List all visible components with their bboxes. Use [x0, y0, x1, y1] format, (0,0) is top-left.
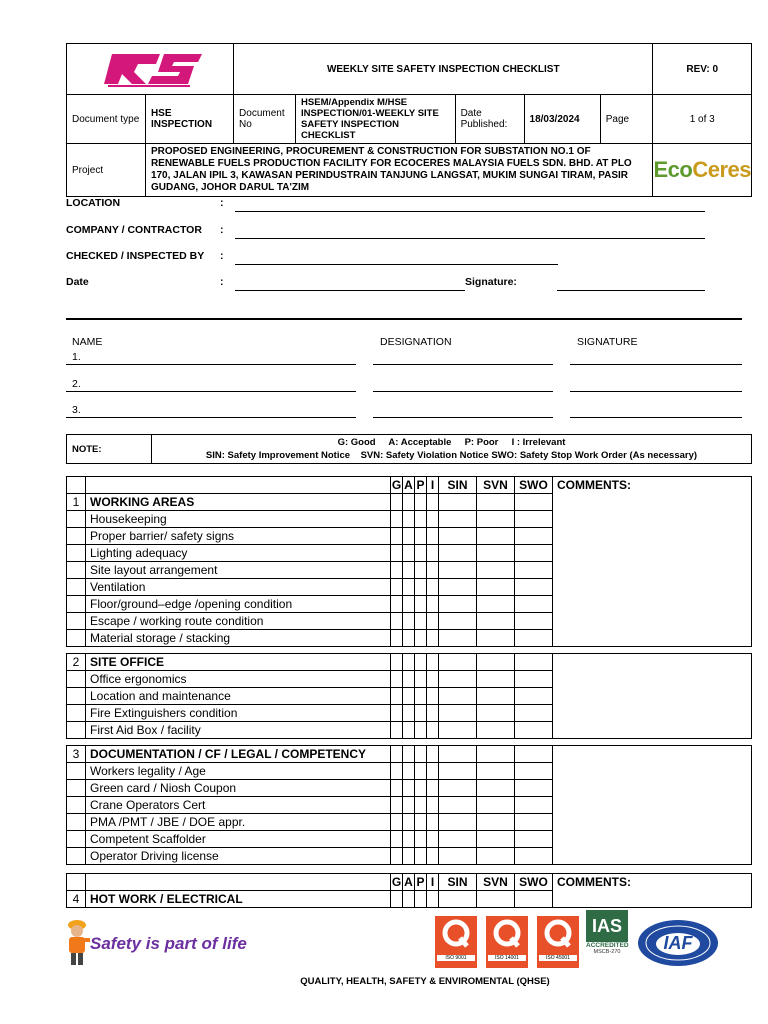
- rating-checkbox[interactable]: [391, 797, 403, 814]
- rating-checkbox[interactable]: [477, 705, 515, 722]
- column-header-row: [67, 477, 752, 494]
- section-number: 3: [67, 746, 86, 763]
- rating-checkbox[interactable]: [477, 596, 515, 613]
- rating-checkbox[interactable]: [391, 630, 403, 647]
- rating-checkbox[interactable]: [415, 705, 427, 722]
- rating-checkbox[interactable]: [477, 746, 515, 763]
- rating-checkbox[interactable]: [427, 596, 439, 613]
- rating-checkbox[interactable]: [477, 511, 515, 528]
- document-title: WEEKLY SITE SAFETY INSPECTION CHECKLIST: [234, 44, 653, 95]
- iaf-logo: IAF: [636, 918, 720, 973]
- checklist-section-2: [66, 653, 752, 739]
- section-title-row: [67, 654, 752, 671]
- rs-logo: [90, 48, 210, 88]
- certification-q-icon: [435, 916, 477, 950]
- rating-checkbox[interactable]: [427, 797, 439, 814]
- signer-name-header: NAME: [72, 336, 103, 348]
- rating-checkbox[interactable]: [515, 814, 553, 831]
- signature-label: Signature:: [465, 276, 517, 288]
- column-swo: SWO: [515, 874, 553, 891]
- location-field[interactable]: [235, 211, 705, 212]
- rating-checkbox[interactable]: [439, 722, 477, 739]
- blank-cell: [67, 814, 86, 831]
- checklist-item-label: Operator Driving license: [86, 848, 391, 865]
- rating-checkbox[interactable]: [415, 814, 427, 831]
- rating-checkbox[interactable]: [391, 705, 403, 722]
- rating-checkbox[interactable]: [403, 528, 415, 545]
- rating-checkbox[interactable]: [415, 671, 427, 688]
- rating-checkbox[interactable]: [439, 671, 477, 688]
- rating-checkbox[interactable]: [415, 891, 427, 908]
- rating-checkbox[interactable]: [477, 814, 515, 831]
- client-logo: [653, 144, 752, 197]
- rating-checkbox[interactable]: [391, 831, 403, 848]
- document-header: [66, 43, 752, 197]
- doc-type-label: Document type: [67, 95, 146, 144]
- checklist-item-label: Housekeeping: [86, 511, 391, 528]
- rating-checkbox[interactable]: [403, 562, 415, 579]
- ias-accredited-badge: IAS ACCREDITED MSCB-270: [586, 910, 628, 955]
- comments-field[interactable]: [553, 746, 752, 865]
- rating-checkbox[interactable]: [477, 688, 515, 705]
- rating-checkbox[interactable]: [427, 780, 439, 797]
- company-field[interactable]: [235, 238, 705, 239]
- rating-checkbox[interactable]: [439, 494, 477, 511]
- rating-checkbox[interactable]: [477, 579, 515, 596]
- rating-checkbox[interactable]: [391, 596, 403, 613]
- rating-checkbox[interactable]: [515, 562, 553, 579]
- rating-checkbox[interactable]: [415, 722, 427, 739]
- rating-checkbox[interactable]: [427, 511, 439, 528]
- signer-1-signature-field[interactable]: [570, 364, 742, 365]
- rating-checkbox[interactable]: [403, 630, 415, 647]
- rating-checkbox[interactable]: [415, 831, 427, 848]
- rating-checkbox[interactable]: [477, 831, 515, 848]
- worker-mascot-icon: [62, 918, 92, 966]
- rating-checkbox[interactable]: [391, 545, 403, 562]
- cert-iso-45001: ISO 45001: [537, 916, 579, 968]
- rating-checkbox[interactable]: [391, 511, 403, 528]
- column-a: A: [404, 875, 413, 889]
- rating-checkbox[interactable]: [439, 579, 477, 596]
- rating-checkbox[interactable]: [415, 528, 427, 545]
- rating-checkbox[interactable]: [403, 763, 415, 780]
- blank-cell: [67, 545, 86, 562]
- rating-checkbox[interactable]: [391, 688, 403, 705]
- checklist-item-label: Fire Extinguishers condition: [86, 705, 391, 722]
- rating-checkbox[interactable]: [391, 848, 403, 865]
- rating-checkbox[interactable]: [391, 746, 403, 763]
- rating-checkbox[interactable]: [515, 596, 553, 613]
- rating-checkbox[interactable]: [427, 654, 439, 671]
- location-label: LOCATION: [66, 197, 121, 209]
- rating-checkbox[interactable]: [515, 494, 553, 511]
- rating-checkbox[interactable]: [477, 528, 515, 545]
- rating-checkbox[interactable]: [427, 562, 439, 579]
- rating-checkbox[interactable]: [427, 722, 439, 739]
- blank-cell: [67, 780, 86, 797]
- rating-checkbox[interactable]: [515, 579, 553, 596]
- signer-designation-header: DESIGNATION: [380, 336, 452, 348]
- blank-cell: [67, 688, 86, 705]
- rating-checkbox[interactable]: [439, 891, 477, 908]
- rating-checkbox[interactable]: [439, 814, 477, 831]
- signer-2-designation-field[interactable]: [373, 391, 553, 392]
- rating-checkbox[interactable]: [439, 528, 477, 545]
- note-text: [152, 435, 752, 464]
- column-svn: SVN: [477, 477, 515, 494]
- section-title: WORKING AREAS: [86, 494, 391, 511]
- rating-checkbox[interactable]: [403, 654, 415, 671]
- blank-cell: [67, 797, 86, 814]
- blank-cell: [67, 705, 86, 722]
- checklist-section-3: [66, 745, 752, 865]
- rating-checkbox[interactable]: [391, 722, 403, 739]
- section-number: 2: [67, 654, 86, 671]
- column-g: G: [391, 478, 402, 492]
- rating-checkbox[interactable]: [427, 831, 439, 848]
- rating-checkbox[interactable]: [403, 511, 415, 528]
- rating-checkbox[interactable]: [439, 848, 477, 865]
- rating-checkbox[interactable]: [477, 494, 515, 511]
- rating-checkbox[interactable]: [439, 780, 477, 797]
- signer-3-name-field[interactable]: [66, 417, 356, 418]
- rating-checkbox[interactable]: [403, 848, 415, 865]
- column-sin: SIN: [439, 477, 477, 494]
- column-g: G: [391, 875, 402, 889]
- checklist-item-label: Competent Scaffolder: [86, 831, 391, 848]
- safety-slogan: Safety is part of life: [90, 934, 247, 953]
- rating-checkbox[interactable]: [515, 848, 553, 865]
- signer-2-name-field[interactable]: [66, 391, 356, 392]
- comments-header: COMMENTS:: [553, 874, 752, 908]
- rating-checkbox[interactable]: [403, 494, 415, 511]
- rating-checkbox[interactable]: [403, 780, 415, 797]
- rating-checkbox[interactable]: [391, 579, 403, 596]
- rating-checkbox[interactable]: [439, 613, 477, 630]
- rating-checkbox[interactable]: [415, 848, 427, 865]
- rating-checkbox[interactable]: [403, 746, 415, 763]
- rating-checkbox[interactable]: [477, 671, 515, 688]
- rating-checkbox[interactable]: [415, 596, 427, 613]
- doc-no-label: Document No: [234, 95, 296, 144]
- date-published-value: 18/03/2024: [524, 95, 600, 144]
- project-label: Project: [67, 144, 146, 197]
- column-header-row: [67, 874, 752, 891]
- column-p: P: [416, 478, 425, 492]
- rating-scale-text: G: Good A: Acceptable P: Poor I : Irrelevant: [337, 437, 566, 448]
- ecoceres-logo: EcoCeres: [653, 157, 751, 182]
- rating-checkbox[interactable]: [477, 630, 515, 647]
- rating-checkbox[interactable]: [391, 494, 403, 511]
- blank-cell: [67, 477, 86, 494]
- rating-checkbox[interactable]: [477, 722, 515, 739]
- rating-checkbox[interactable]: [515, 545, 553, 562]
- column-i: I: [427, 874, 439, 891]
- blank-cell: [67, 613, 86, 630]
- column-i: I: [427, 477, 439, 494]
- rating-checkbox[interactable]: [515, 528, 553, 545]
- cert-iso-14001: ISO 14001: [486, 916, 528, 968]
- rating-checkbox[interactable]: [403, 797, 415, 814]
- rating-checkbox[interactable]: [515, 746, 553, 763]
- rating-checkbox[interactable]: [515, 671, 553, 688]
- rating-checkbox[interactable]: [391, 780, 403, 797]
- checked-by-field[interactable]: [235, 264, 558, 265]
- comments-field[interactable]: [553, 654, 752, 739]
- checklist-item-label: Ventilation: [86, 579, 391, 596]
- checked-by-colon: :: [220, 250, 224, 262]
- location-colon: :: [220, 197, 224, 209]
- notice-types-text: SIN: Safety Improvement Notice SVN: Safety Violation Notice SWO: Safety Stop Work Order (As necessary): [205, 450, 698, 461]
- blank-cell: [67, 630, 86, 647]
- section-title: HOT WORK / ELECTRICAL: [86, 891, 391, 908]
- blank-cell: [67, 579, 86, 596]
- rating-checkbox[interactable]: [403, 722, 415, 739]
- signer-3-signature-field[interactable]: [570, 417, 742, 418]
- blank-cell: [67, 596, 86, 613]
- signer-1-number: 1.: [72, 351, 81, 363]
- rating-checkbox[interactable]: [439, 654, 477, 671]
- checklist-item-label: Lighting adequacy: [86, 545, 391, 562]
- rating-checkbox[interactable]: [439, 630, 477, 647]
- rating-checkbox[interactable]: [515, 630, 553, 647]
- rating-checkbox[interactable]: [415, 654, 427, 671]
- rating-checkbox[interactable]: [415, 494, 427, 511]
- rating-checkbox[interactable]: [391, 763, 403, 780]
- rating-checkbox[interactable]: [439, 688, 477, 705]
- rating-checkbox[interactable]: [477, 545, 515, 562]
- blank-cell: [67, 671, 86, 688]
- blank-cell: [67, 562, 86, 579]
- rating-checkbox[interactable]: [477, 763, 515, 780]
- footer-qhse: QUALITY, HEALTH, SAFETY & ENVIROMENTAL (QHSE): [300, 976, 550, 987]
- rating-checkbox[interactable]: [427, 671, 439, 688]
- rating-checkbox[interactable]: [477, 780, 515, 797]
- company-logo-cell: [67, 44, 234, 95]
- rating-checkbox[interactable]: [415, 562, 427, 579]
- rating-checkbox[interactable]: [477, 613, 515, 630]
- rating-checkbox[interactable]: [427, 763, 439, 780]
- rating-checkbox[interactable]: [391, 814, 403, 831]
- rating-checkbox[interactable]: [439, 797, 477, 814]
- blank-cell: [67, 848, 86, 865]
- signer-3-designation-field[interactable]: [373, 417, 553, 418]
- rating-checkbox[interactable]: [403, 613, 415, 630]
- rating-checkbox[interactable]: [427, 579, 439, 596]
- signer-3-number: 3.: [72, 404, 81, 416]
- rating-checkbox[interactable]: [439, 562, 477, 579]
- checked-by-label: CHECKED / INSPECTED BY: [66, 250, 205, 262]
- rating-checkbox[interactable]: [439, 511, 477, 528]
- note-label: NOTE:: [67, 435, 152, 464]
- rating-checkbox[interactable]: [515, 831, 553, 848]
- rating-checkbox[interactable]: [403, 545, 415, 562]
- rating-checkbox[interactable]: [427, 688, 439, 705]
- column-p: P: [416, 875, 425, 889]
- rating-checkbox[interactable]: [403, 831, 415, 848]
- doc-no-value: HSEM/Appendix M/HSE INSPECTION/01-WEEKLY SITE SAFETY INSPECTION CHECKLIST: [296, 95, 456, 144]
- signer-signature-header: SIGNATURE: [577, 336, 638, 348]
- rating-checkbox[interactable]: [477, 891, 515, 908]
- rating-checkbox[interactable]: [427, 613, 439, 630]
- page-label: Page: [600, 95, 653, 144]
- rating-checkbox[interactable]: [439, 763, 477, 780]
- column-a: A: [404, 478, 413, 492]
- doc-type-value: HSE INSPECTION: [145, 95, 233, 144]
- rating-checkbox[interactable]: [415, 579, 427, 596]
- certification-q-icon: [537, 916, 579, 950]
- checklist-item-label: Floor/ground–edge /opening condition: [86, 596, 391, 613]
- rating-checkbox[interactable]: [415, 763, 427, 780]
- rating-checkbox[interactable]: [415, 746, 427, 763]
- cert-iso-9001: ISO 9001: [435, 916, 477, 968]
- blank-cell: [67, 763, 86, 780]
- checklist-item-label: First Aid Box / facility: [86, 722, 391, 739]
- signer-1-designation-field[interactable]: [373, 364, 553, 365]
- rating-checkbox[interactable]: [515, 511, 553, 528]
- rating-checkbox[interactable]: [415, 797, 427, 814]
- rating-checkbox[interactable]: [391, 613, 403, 630]
- section-number: 4: [67, 891, 86, 908]
- rating-checkbox[interactable]: [515, 613, 553, 630]
- rating-checkbox[interactable]: [439, 831, 477, 848]
- rating-checkbox[interactable]: [403, 579, 415, 596]
- signer-1-name-field[interactable]: [66, 364, 356, 365]
- rating-checkbox[interactable]: [427, 746, 439, 763]
- blank-cell: [67, 528, 86, 545]
- rating-checkbox[interactable]: [415, 630, 427, 647]
- checklist-item-label: PMA /PMT / JBE / DOE appr.: [86, 814, 391, 831]
- date-colon: :: [220, 276, 224, 288]
- company-colon: :: [220, 224, 224, 236]
- rating-checkbox[interactable]: [515, 654, 553, 671]
- checklist-item-label: Proper barrier/ safety signs: [86, 528, 391, 545]
- checklist-item-label: Site layout arrangement: [86, 562, 391, 579]
- blank-cell: [67, 511, 86, 528]
- checklist-section-4: [66, 873, 752, 908]
- column-sin: SIN: [439, 874, 477, 891]
- section-title: DOCUMENTATION / CF / LEGAL / COMPETENCY: [86, 746, 391, 763]
- project-value: PROPOSED ENGINEERING, PROCUREMENT & CONSTRUCTION FOR SUBSTATION NO.1 OF RENEWABLE FUELS PRODUCTION FACILITY FOR ECOCERES MALAYSIA FUELS SDN. BHD. AT PLO 170, JALAN IPIL 3, KAWASAN PERINDUSTRAIN TANJUNG LANGSAT, MUKIM SUNGAI TIRAM, PASIR GUDANG, JOHOR DARUL TA'ZIM: [145, 144, 653, 197]
- rating-checkbox[interactable]: [427, 705, 439, 722]
- rating-checkbox[interactable]: [439, 596, 477, 613]
- rating-checkbox[interactable]: [515, 705, 553, 722]
- page-value: 1 of 3: [653, 95, 752, 144]
- section-divider: [66, 318, 742, 320]
- blank-cell: [67, 874, 86, 891]
- rating-checkbox[interactable]: [415, 613, 427, 630]
- certification-q-icon: [486, 916, 528, 950]
- rating-checkbox[interactable]: [415, 688, 427, 705]
- checklist-item-label: Green card / Niosh Coupon: [86, 780, 391, 797]
- rating-checkbox[interactable]: [403, 688, 415, 705]
- rating-checkbox[interactable]: [403, 671, 415, 688]
- column-svn: SVN: [477, 874, 515, 891]
- rating-checkbox[interactable]: [391, 528, 403, 545]
- rating-checkbox[interactable]: [391, 654, 403, 671]
- blank-cell: [67, 831, 86, 848]
- rating-checkbox[interactable]: [515, 722, 553, 739]
- checklist-item-label: Location and maintenance: [86, 688, 391, 705]
- rating-checkbox[interactable]: [427, 814, 439, 831]
- rating-checkbox[interactable]: [515, 891, 553, 908]
- date-published-label: Date Published:: [455, 95, 524, 144]
- blank-cell: [86, 874, 391, 891]
- rating-checkbox[interactable]: [515, 688, 553, 705]
- section-title: SITE OFFICE: [86, 654, 391, 671]
- blank-cell: [86, 477, 391, 494]
- rating-checkbox[interactable]: [439, 746, 477, 763]
- rating-checkbox[interactable]: [415, 545, 427, 562]
- rating-checkbox[interactable]: [415, 511, 427, 528]
- column-swo: SWO: [515, 477, 553, 494]
- rating-checkbox[interactable]: [427, 494, 439, 511]
- checklist-item-label: Escape / working route condition: [86, 613, 391, 630]
- signature-field[interactable]: [557, 290, 705, 291]
- rating-checkbox[interactable]: [515, 763, 553, 780]
- rating-checkbox[interactable]: [477, 654, 515, 671]
- rating-checkbox[interactable]: [403, 814, 415, 831]
- rating-checkbox[interactable]: [427, 630, 439, 647]
- rating-checkbox[interactable]: [415, 780, 427, 797]
- rating-checkbox[interactable]: [477, 848, 515, 865]
- revision: REV: 0: [653, 44, 752, 95]
- section-number: 1: [67, 494, 86, 511]
- rating-checkbox[interactable]: [515, 780, 553, 797]
- rating-checkbox[interactable]: [477, 562, 515, 579]
- rating-legend: [66, 434, 752, 464]
- date-label: Date: [66, 276, 89, 288]
- rating-checkbox[interactable]: [391, 891, 403, 908]
- rating-checkbox[interactable]: [403, 596, 415, 613]
- rating-checkbox[interactable]: [515, 797, 553, 814]
- rating-checkbox[interactable]: [439, 705, 477, 722]
- checklist-item-label: Material storage / stacking: [86, 630, 391, 647]
- rating-checkbox[interactable]: [427, 545, 439, 562]
- checklist-item-label: Crane Operators Cert: [86, 797, 391, 814]
- safety-mascot: [62, 918, 92, 971]
- rating-checkbox[interactable]: [403, 705, 415, 722]
- rating-checkbox[interactable]: [391, 562, 403, 579]
- rating-checkbox[interactable]: [427, 528, 439, 545]
- checklist-item-label: Workers legality / Age: [86, 763, 391, 780]
- company-label: COMPANY / CONTRACTOR: [66, 224, 202, 236]
- comments-header: COMMENTS:: [553, 477, 752, 647]
- blank-cell: [67, 722, 86, 739]
- rating-checkbox[interactable]: [403, 891, 415, 908]
- signer-2-signature-field[interactable]: [570, 391, 742, 392]
- checklist-item-label: Office ergonomics: [86, 671, 391, 688]
- section-title-row: [67, 746, 752, 763]
- checklist-section-1: [66, 476, 752, 647]
- rating-checkbox[interactable]: [427, 848, 439, 865]
- signer-2-number: 2.: [72, 378, 81, 390]
- date-field[interactable]: [235, 290, 465, 291]
- rating-checkbox[interactable]: [391, 671, 403, 688]
- rating-checkbox[interactable]: [439, 545, 477, 562]
- rating-checkbox[interactable]: [477, 797, 515, 814]
- rating-checkbox[interactable]: [427, 891, 439, 908]
